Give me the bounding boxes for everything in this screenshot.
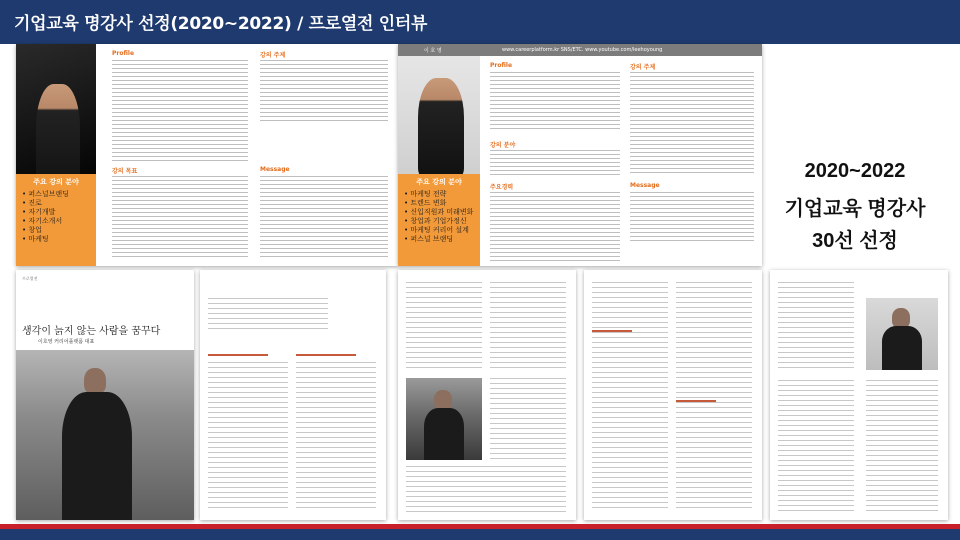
question-line xyxy=(592,330,632,332)
text-column xyxy=(866,380,938,514)
text-block xyxy=(490,72,620,132)
speaker-figure xyxy=(418,78,464,176)
magazine-page-closing xyxy=(770,270,948,520)
text-block xyxy=(490,192,620,262)
speaker-suit xyxy=(424,408,464,460)
speaker-face xyxy=(434,390,452,410)
text-column xyxy=(490,282,566,372)
course-box-right xyxy=(398,174,480,266)
page-title: 기업교육 명강사 선정(2020~2022) / 프로열전 인터뷰 xyxy=(14,14,428,34)
label-line1: 2020~2022 xyxy=(804,160,906,182)
text-column xyxy=(208,362,288,510)
course-box-left xyxy=(16,174,96,266)
course-list xyxy=(404,190,473,244)
profile-photo xyxy=(16,44,96,194)
list-item: • 트렌드 변화 xyxy=(404,199,447,207)
text-column xyxy=(296,362,376,510)
text-column xyxy=(676,282,752,512)
text-column xyxy=(778,282,854,372)
lecture-heading: 강의 목표 xyxy=(112,168,138,175)
question-line xyxy=(208,354,268,356)
list-item: • 퍼스널브랜딩 xyxy=(22,190,69,198)
cover-title: 생각이 늙지 않는 사람을 꿈꾸다 xyxy=(22,326,161,337)
profile-photo xyxy=(398,56,480,176)
text-block xyxy=(112,176,248,260)
footer-navy-stripe xyxy=(0,529,960,540)
text-column xyxy=(778,380,854,514)
list-item: • 자기소개서 xyxy=(22,217,63,225)
text-block xyxy=(112,60,248,162)
list-item: • 창업과 기업가정신 xyxy=(404,217,467,225)
cover-photo xyxy=(16,350,194,520)
magazine-page-text xyxy=(200,270,386,520)
label-line3: 30선 선정 xyxy=(812,230,898,252)
text-block xyxy=(630,72,754,176)
text-column xyxy=(490,378,566,460)
interview-photo xyxy=(406,378,482,460)
magazine-page-photo xyxy=(398,270,576,520)
course-box-title: 주요 강의 분야 xyxy=(33,178,79,186)
list-item: • 창업 xyxy=(22,226,42,234)
speaker-face xyxy=(84,368,106,394)
text-block xyxy=(490,150,620,176)
magazine-spread-left xyxy=(16,44,398,266)
magazine-page-cover xyxy=(16,270,194,520)
career-heading: 주요경력 xyxy=(490,184,514,191)
text-block xyxy=(260,60,388,124)
speaker-face xyxy=(892,308,910,328)
speaker-suit xyxy=(882,326,922,370)
list-item: • 마케팅 전략 xyxy=(404,190,447,198)
closing-photo xyxy=(866,298,938,370)
website-bar xyxy=(398,44,762,56)
label-line2: 기업교육 명강사 xyxy=(784,198,926,220)
text-column xyxy=(406,282,482,372)
website-text: www.careerplatform.kr SNS/ETC. www.youtube.com/leehoyoung xyxy=(502,47,663,53)
field-heading: 강의 분야 xyxy=(490,142,516,149)
question-line xyxy=(676,400,716,402)
magazine-spread-right xyxy=(398,44,762,266)
course-box-title: 주요 강의 분야 xyxy=(416,178,462,186)
list-item: • 신입직원과 미래변화 xyxy=(404,208,474,216)
speaker-suit xyxy=(62,392,132,520)
message-heading: Message xyxy=(260,166,290,173)
text-column xyxy=(592,282,668,512)
text-block xyxy=(630,192,754,244)
list-item: • 자기개발 xyxy=(22,208,56,216)
profile-heading: Profile xyxy=(112,50,135,57)
intro-block xyxy=(208,298,328,332)
list-item: • 진로 xyxy=(22,199,42,207)
magazine-page-text-2 xyxy=(584,270,762,520)
profile-heading: Profile xyxy=(490,62,513,69)
cover-subtitle: 이호영 커리어플랫폼 대표 xyxy=(38,339,95,345)
list-item: • 마케팅 커리어 설계 xyxy=(404,226,469,234)
name-text: 이 호 영 xyxy=(424,48,442,54)
message-heading: Message xyxy=(630,182,660,189)
course-heading: 강의 주제 xyxy=(260,52,286,59)
list-item: • 퍼스널 브랜딩 xyxy=(404,235,454,243)
text-block xyxy=(260,176,388,260)
text-column xyxy=(406,466,566,514)
section-tag: 프로열전 xyxy=(22,276,38,281)
question-line xyxy=(296,354,356,356)
course-list xyxy=(22,190,69,244)
header-banner xyxy=(0,0,960,44)
list-item: • 마케팅 xyxy=(22,235,49,243)
course-theme-heading: 강의 주제 xyxy=(630,64,656,71)
